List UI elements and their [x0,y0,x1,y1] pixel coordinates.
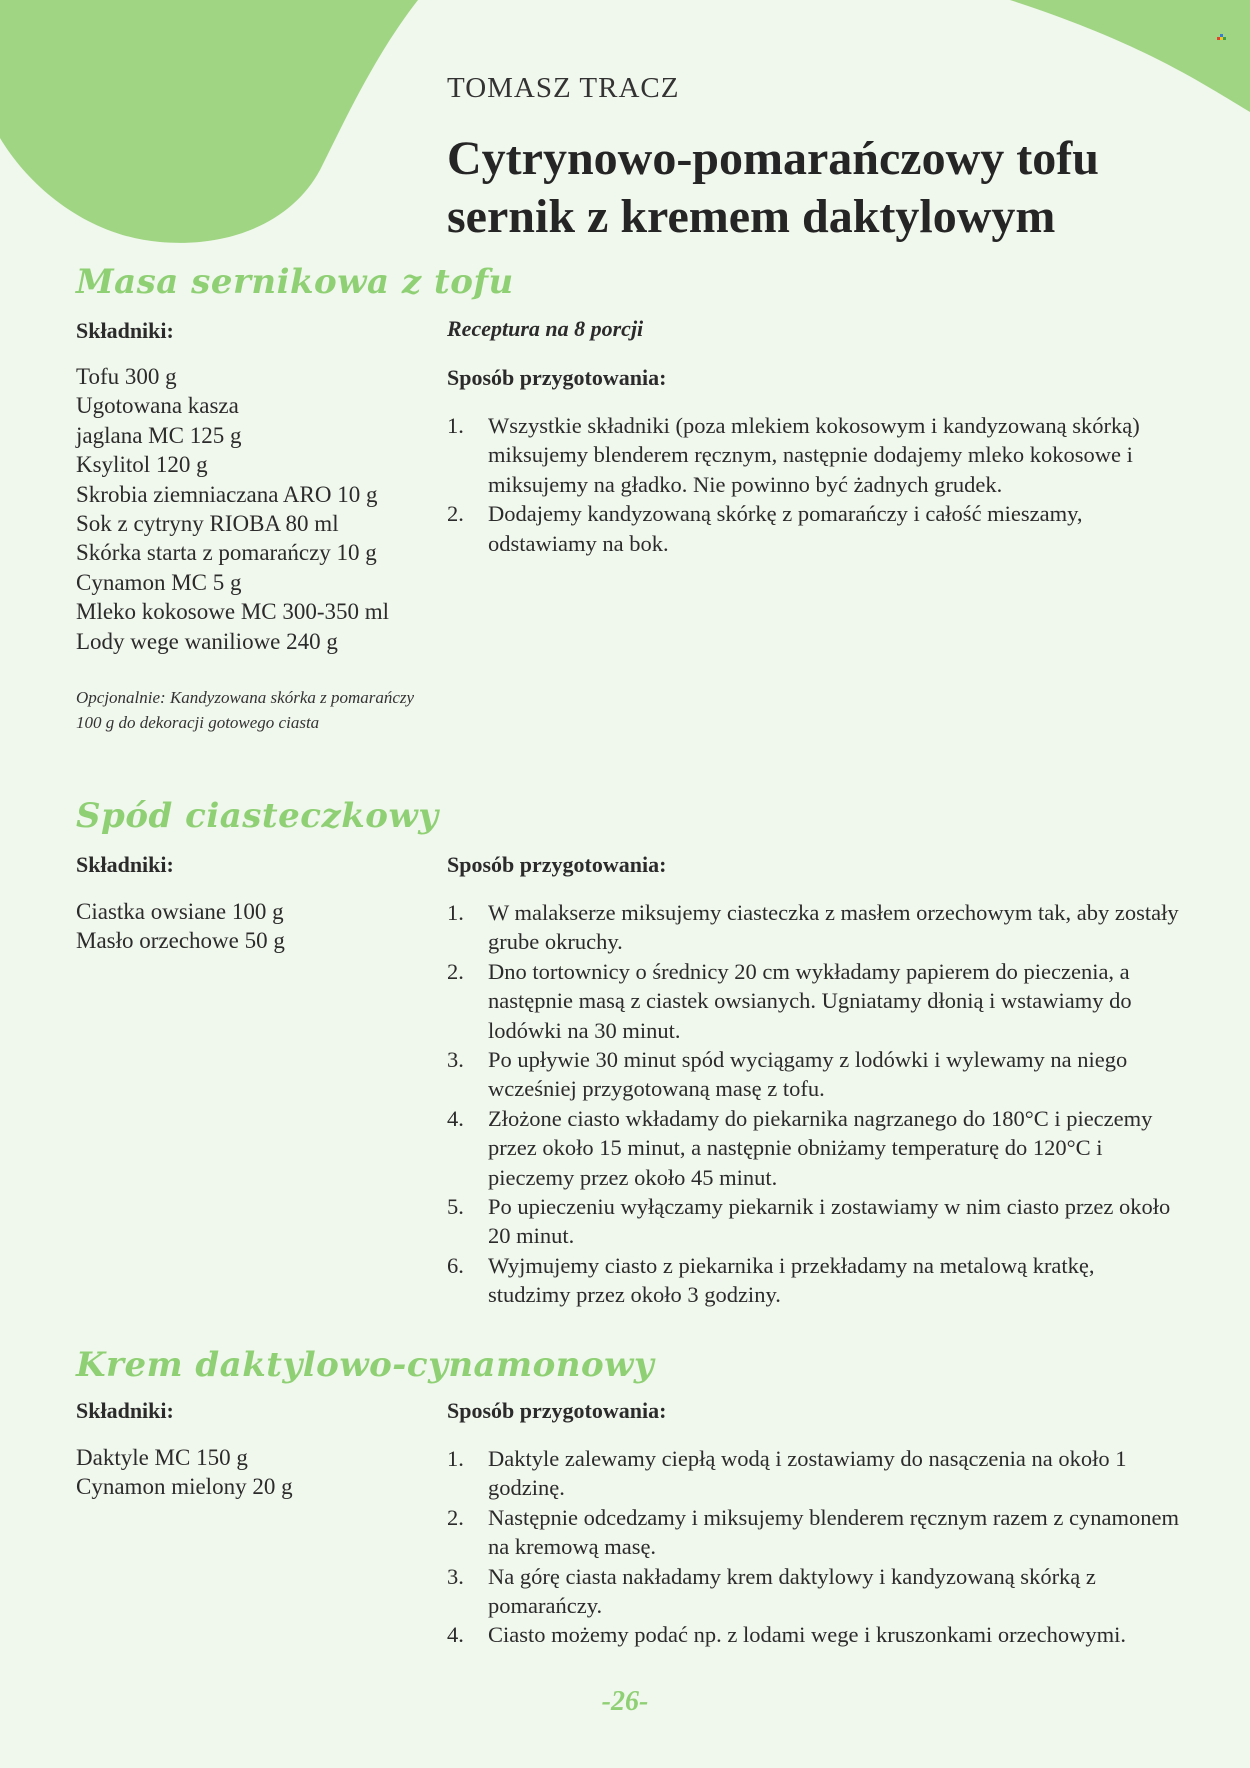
ingredient-item: Tofu 300 g [76,364,177,389]
step-number: 4. [447,1622,464,1648]
ingredient-item: Cynamon mielony 20 g [76,1474,293,1500]
step-text: Na górę ciasta nakładamy krem daktylowy i kandyzowaną skórką z pomarańczy. [488,1563,1096,1619]
step-item [447,1104,1182,1192]
method-label: Sposób przygotowania: [447,365,667,390]
step-item [447,1444,1182,1503]
ingredient-item: Lody wege waniliowe 240 g [76,628,338,654]
method-label: Sposób przygotowania: [447,852,667,877]
ingredient-item: Ksylitol 120 g [76,452,208,478]
optional-note: Opcjonalnie: Kandyzowana skórka z pomarańczy 100 g do dekoracji gotowego ciasta [76,688,415,732]
method-steps [447,1444,1182,1650]
section-title-krem-daktylowo-cynamonowy: Krem daktylowo-cynamonowy [76,1345,655,1385]
step-text: W malakserze miksujemy ciasteczka z masłem orzechowym tak, aby zostały grube okruchy. [488,900,1179,955]
step-number: 4. [447,1105,464,1131]
step-item [447,1192,1182,1251]
step-number: 2. [447,501,464,527]
step-text: Wyjmujemy ciasto z piekarnika i przekładamy na metalową kratkę, studzimy przez około 3 godziny. [488,1252,1095,1308]
step-number: 3. [447,1563,464,1589]
step-item [447,1562,1182,1621]
ingredient-item: Ugotowana kasza [76,393,239,419]
section-title-masa-sernikowa: Masa sernikowa z tofu [76,262,514,302]
step-item [447,1620,1182,1649]
ingredients-label: Składniki: [76,852,174,877]
ingredient-item: Skrobia ziemniaczana ARO 10 g [76,481,378,507]
ingredient-item: Masło orzechowe 50 g [76,928,285,954]
step-number: 3. [447,1047,464,1073]
ingredient-item: Mleko kokosowe MC 300-350 ml [76,599,390,625]
step-item [447,499,1182,558]
method-steps [447,411,1182,558]
step-text: Po upieczeniu wyłączamy piekarnik i zostawiamy w nim ciasto przez około 20 minut. [488,1194,1171,1249]
ingredients-list [76,362,389,656]
top-right-green-blob [1010,0,1250,112]
section-title-spod-ciasteczkowy: Spód ciasteczkowy [76,796,439,836]
recipe-title: Cytrynowo-pomarańczowy tofu sernik z kremem daktylowym [447,132,1099,243]
step-text: Następnie odcedzamy i miksujemy blenderem ręcznym razem z cynamonem na kremową masę. [488,1504,1179,1560]
step-number: 2. [447,1504,464,1530]
color-dots-icon [1217,34,1227,44]
step-text: Ciasto możemy podać np. z lodami wege i kruszonkami orzechowymi. [488,1622,1126,1648]
ingredient-item: Skórka starta z pomarańczy 10 g [76,540,377,566]
step-text: Złożone ciasto wkładamy do piekarnika nagrzanego do 180°C i pieczemy przez około 15 minut, a następnie obniżamy temperaturę do 120°C i pieczemy przez około 45 minut. [488,1105,1153,1190]
ingredient-item: Sok z cytryny RIOBA 80 ml [76,511,339,537]
step-number: 2. [447,958,464,984]
ingredient-item: jaglana MC 125 g [76,422,242,448]
step-item [447,1045,1182,1104]
ingredients-label: Składniki: [76,1398,174,1423]
step-number: 1. [447,900,464,925]
step-number: 1. [447,1446,464,1471]
step-text: Wszystkie składniki (poza mlekiem kokosowym i kandyzowaną skórką) miksujemy blenderem ręcznym, następnie dodajemy mleko kokosowe i miksujemy na gładko. Nie powinno być żadnych grudek. [488,413,1140,497]
method-label: Sposób przygotowania: [447,1398,667,1423]
step-item [447,898,1182,957]
step-number: 6. [447,1252,464,1278]
ingredient-item: Ciastka owsiane 100 g [76,899,284,924]
method-steps [447,898,1182,1310]
page-number: -26- [601,1686,649,1717]
top-left-green-blob [0,0,418,243]
step-text: Dno tortownicy o średnicy 20 cm wykładamy papierem do pieczenia, a następnie masą z ciastek owsianych. Ugniatamy dłonią i wstawiamy do lodówki na 30 minut. [488,958,1132,1043]
author-name: TOMASZ TRACZ [447,72,680,104]
ingredient-item: Cynamon MC 5 g [76,569,242,595]
ingredient-item: Daktyle MC 150 g [76,1445,248,1470]
step-item [447,957,1182,1045]
step-text: Daktyle zalewamy ciepłą wodą i zostawiamy do nasączenia na około 1 godzinę. [488,1446,1127,1501]
step-item [447,1503,1182,1562]
step-item [447,411,1182,499]
ingredients-label: Składniki: [76,318,174,343]
step-text: Po upływie 30 minut spód wyciągamy z lodówki i wylewamy na niego wcześniej przygotowaną masę z tofu. [488,1047,1128,1102]
step-number: 1. [447,413,464,438]
step-number: 5. [447,1194,464,1220]
step-text: Dodajemy kandyzowaną skórkę z pomarańczy i całość mieszamy, odstawiamy na bok. [488,501,1083,556]
portions-note: Receptura na 8 porcji [447,316,644,341]
ingredients-list [76,1443,293,1502]
ingredients-list [76,897,285,956]
step-item [447,1251,1182,1310]
